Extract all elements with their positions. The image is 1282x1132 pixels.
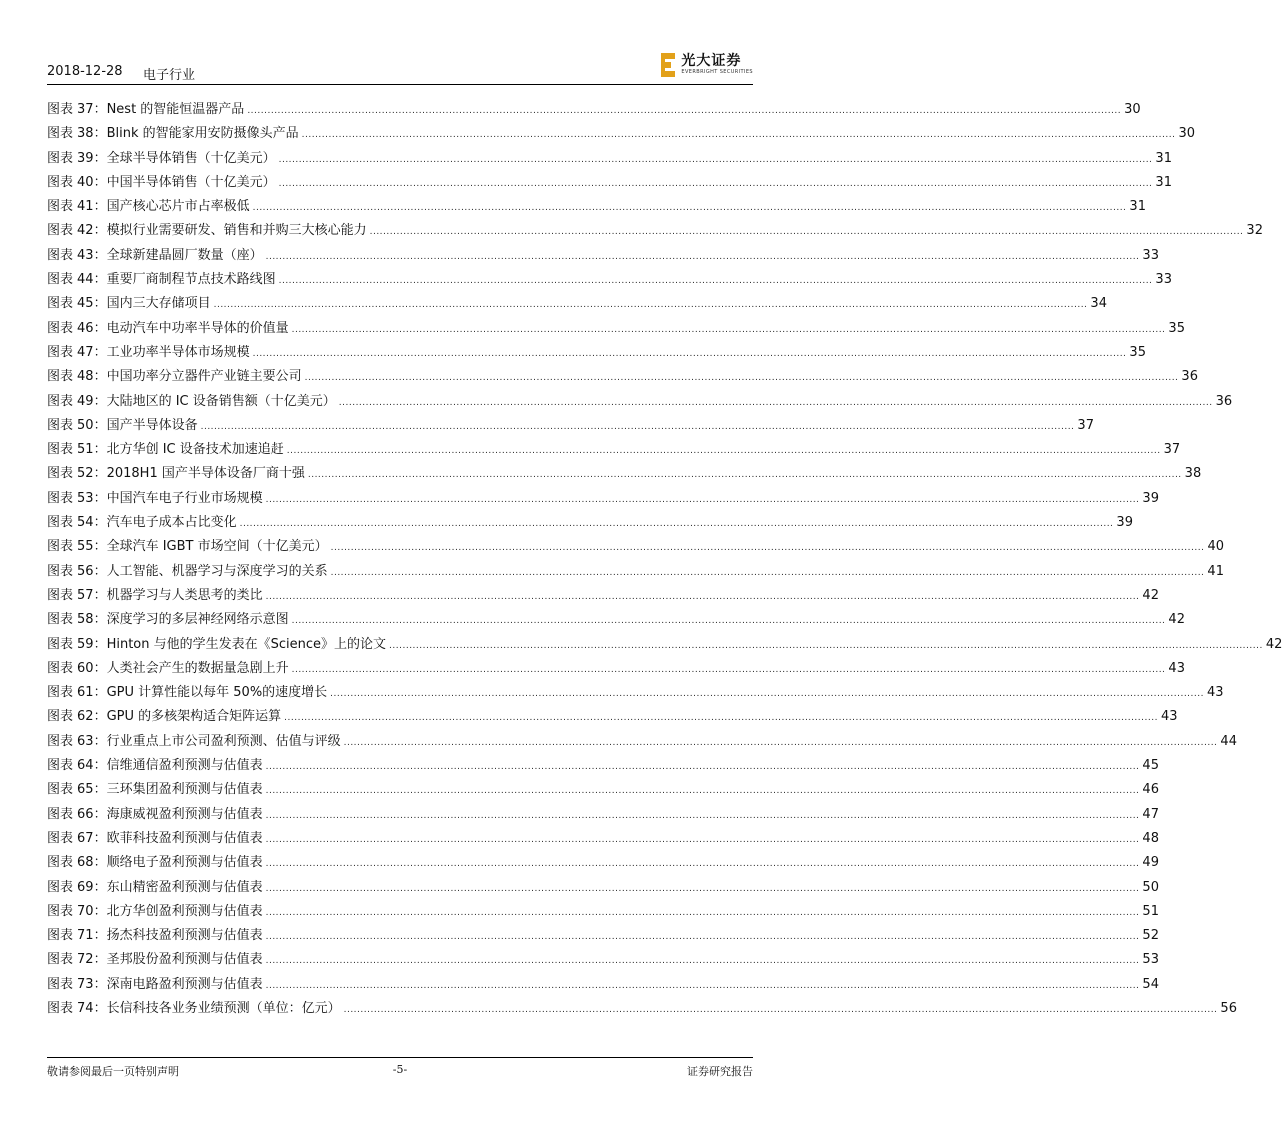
toc-entry-title: 2018H1 国产半导体设备厂商十强 — [106, 466, 305, 482]
toc-entry-number: 56 — [77, 563, 94, 579]
toc-entry-number: 66 — [77, 806, 94, 822]
toc-entry-page: 43 — [1160, 709, 1178, 725]
toc-entry-title: 全球新建晶圆厂数量（座） — [106, 247, 263, 263]
toc-entry[interactable] — [47, 462, 1202, 486]
toc-entry-number: 55 — [77, 539, 94, 555]
toc-entry-number: 61 — [77, 685, 94, 701]
toc-entry[interactable] — [47, 997, 1237, 1021]
toc-entry-label: 图表 — [47, 1000, 74, 1016]
brand-logo-icon — [661, 53, 677, 77]
toc-entry-separator: ： — [93, 199, 107, 215]
toc-entry-number: 57 — [77, 587, 94, 603]
toc-entry-separator: ： — [93, 636, 107, 652]
toc-entry-separator: ： — [93, 296, 107, 312]
toc-entry[interactable] — [47, 122, 1195, 146]
toc-entry-number: 42 — [77, 223, 94, 239]
toc-entry-page: 42 — [1168, 612, 1185, 628]
toc-entry-separator: ： — [93, 466, 107, 482]
toc-entry-label: 图表 — [47, 442, 74, 458]
toc-entry-number: 59 — [77, 636, 94, 652]
toc-leader-dots: .................................................................................................................................................................................................................................................................... — [265, 251, 1140, 262]
toc-entry[interactable] — [47, 560, 1224, 584]
toc-entry-page: 39 — [1142, 490, 1159, 506]
toc-leader-dots: .................................................................................................................................................................................................................................................................... — [369, 227, 1244, 238]
toc-entry-label: 图表 — [47, 612, 74, 628]
toc-entry-separator: ： — [93, 272, 107, 288]
toc-entry-title: 机器学习与人类思考的类比 — [106, 587, 263, 603]
toc-leader-dots: .................................................................................................................................................................................................................................................................... — [278, 178, 1153, 189]
toc-entry-title: 中国汽车电子行业市场规模 — [106, 490, 263, 506]
toc-entry-title: 北方华创盈利预测与估值表 — [106, 903, 263, 919]
toc-entry-label: 图表 — [47, 223, 74, 239]
toc-entry[interactable] — [47, 535, 1224, 559]
toc-entry-number: 37 — [77, 102, 94, 117]
toc-entry-number: 41 — [77, 199, 94, 215]
toc-entry-title: 北方华创 IC 设备技术加速追赶 — [106, 442, 284, 458]
toc-leader-dots: .................................................................................................................................................................................................................................................................... — [252, 203, 1127, 214]
toc-entry[interactable] — [47, 730, 1237, 754]
toc-entry[interactable] — [47, 876, 1159, 900]
toc-entry-label: 图表 — [47, 855, 74, 871]
toc-entry-number: 50 — [77, 417, 94, 433]
toc-entry-separator: ： — [93, 782, 107, 798]
toc-entry-page: 43 — [1207, 685, 1224, 701]
toc-entry-page: 54 — [1142, 976, 1159, 992]
toc-leader-dots: .................................................................................................................................................................................................................................................................... — [301, 130, 1176, 141]
toc-entry-number: 53 — [77, 490, 94, 506]
toc-entry[interactable] — [47, 608, 1185, 632]
toc-entry-title: 深南电路盈利预测与估值表 — [106, 976, 263, 992]
toc-leader-dots: .................................................................................................................................................................................................................................................................... — [247, 106, 1122, 116]
toc-entry[interactable] — [47, 584, 1159, 608]
toc-entry-label: 图表 — [47, 903, 74, 919]
toc-entry[interactable] — [47, 268, 1172, 292]
toc-entry[interactable] — [47, 900, 1159, 924]
toc-entry-page: 34 — [1090, 296, 1107, 312]
toc-entry-page: 42 — [1142, 587, 1159, 603]
toc-entry-number: 73 — [77, 976, 94, 992]
page-header — [47, 48, 753, 84]
toc-entry-page: 37 — [1077, 417, 1094, 433]
toc-leader-dots: .................................................................................................................................................................................................................................................................... — [278, 276, 1153, 287]
toc-entry-page: 52 — [1142, 928, 1159, 944]
toc-leader-dots: .................................................................................................................................................................................................................................................................... — [265, 591, 1140, 602]
toc-entry-page: 36 — [1181, 369, 1198, 385]
toc-entry-title: 人类社会产生的数据量急剧上升 — [106, 660, 289, 676]
toc-entry[interactable] — [47, 851, 1159, 875]
toc-leader-dots: .................................................................................................................................................................................................................................................................... — [343, 737, 1218, 748]
toc-entry-title: 电动汽车中功率半导体的价值量 — [106, 320, 289, 336]
toc-leader-dots: .................................................................................................................................................................................................................................................................... — [278, 154, 1153, 165]
toc-entry-title: 国内三大存储项目 — [106, 296, 211, 312]
toc-leader-dots: .................................................................................................................................................................................................................................................................... — [265, 834, 1140, 845]
toc-leader-dots: .................................................................................................................................................................................................................................................................... — [200, 421, 1075, 432]
header-section: 电子行业 — [143, 68, 196, 83]
toc-entry-number: 43 — [77, 247, 94, 263]
toc-leader-dots: .................................................................................................................................................................................................................................................................... — [338, 397, 1213, 408]
toc-entry-label: 图表 — [47, 806, 74, 822]
toc-entry[interactable] — [47, 778, 1159, 802]
toc-entry-number: 64 — [77, 758, 94, 774]
toc-leader-dots: .................................................................................................................................................................................................................................................................... — [330, 567, 1205, 578]
toc-entry-separator: ： — [93, 612, 107, 628]
toc-entry[interactable] — [47, 244, 1159, 268]
toc-entry-separator: ： — [93, 709, 107, 725]
footer-report-type: 证券研究报告 — [687, 1065, 753, 1078]
toc-entry-label: 图表 — [47, 563, 74, 579]
toc-entry[interactable] — [47, 827, 1159, 851]
toc-entry-page: 45 — [1142, 758, 1159, 774]
toc-entry-page: 53 — [1142, 952, 1159, 968]
toc-leader-dots: .................................................................................................................................................................................................................................................................... — [265, 907, 1140, 918]
toc-entry-separator: ： — [93, 223, 107, 239]
toc-entry-number: 65 — [77, 782, 94, 798]
toc-entry-number: 49 — [77, 393, 94, 409]
toc-entry-label: 图表 — [47, 272, 74, 288]
toc-entry-label: 图表 — [47, 150, 74, 166]
toc-entry-label: 图表 — [47, 733, 74, 749]
toc-entry-label: 图表 — [47, 587, 74, 603]
toc-entry[interactable] — [47, 633, 1282, 657]
toc-entry-separator: ： — [93, 903, 107, 919]
toc-entry-separator: ： — [93, 587, 107, 603]
toc-entry-separator: ： — [93, 442, 107, 458]
toc-leader-dots: .................................................................................................................................................................................................................................................................... — [239, 519, 1114, 530]
logo-name-en: EVERBRIGHT SECURITIES — [681, 69, 753, 75]
toc-entry[interactable] — [47, 803, 1159, 827]
toc-entry-page: 32 — [1246, 223, 1263, 239]
toc-entry-label: 图表 — [47, 636, 74, 652]
toc-entry-separator: ： — [93, 515, 107, 531]
toc-entry[interactable] — [47, 317, 1185, 341]
toc-entry[interactable] — [47, 365, 1198, 389]
toc-entry-title: 人工智能、机器学习与深度学习的关系 — [106, 563, 328, 579]
header-date: 2018-12-28 — [47, 64, 123, 79]
toc-entry[interactable] — [47, 219, 1263, 243]
toc-entry[interactable] — [47, 195, 1146, 219]
toc-entry-title: 东山精密盈利预测与估值表 — [106, 879, 263, 895]
toc-entry-separator: ： — [93, 830, 107, 846]
toc-leader-dots: .................................................................................................................................................................................................................................................................... — [291, 664, 1166, 675]
toc-entry-page: 33 — [1155, 272, 1172, 288]
toc-entry-separator: ： — [93, 174, 107, 190]
toc-entry-title: 全球汽车 IGBT 市场空间（十亿美元） — [106, 539, 328, 555]
toc-leader-dots: .................................................................................................................................................................................................................................................................... — [265, 810, 1140, 821]
toc-entry[interactable] — [47, 657, 1185, 681]
toc-entry-separator: ： — [93, 976, 107, 992]
toc-entry-label: 图表 — [47, 709, 74, 725]
toc-entry-label: 图表 — [47, 490, 74, 506]
toc-entry[interactable] — [47, 390, 1233, 414]
toc-entry-title: 长信科技各业务业绩预测（单位：亿元） — [106, 1000, 341, 1016]
toc-entry-number: 38 — [77, 126, 94, 142]
toc-entry-page: 35 — [1129, 344, 1146, 360]
toc-entry-number: 60 — [77, 660, 94, 676]
toc-entry-separator: ： — [93, 369, 107, 385]
toc-entry-page: 35 — [1168, 320, 1185, 336]
toc-entry-title: 全球半导体销售（十亿美元） — [106, 150, 276, 166]
toc-entry-page: 36 — [1215, 393, 1233, 409]
toc-entry-page: 31 — [1155, 174, 1172, 190]
footer-divider — [47, 1057, 753, 1058]
toc-entry-title: 海康威视盈利预测与估值表 — [106, 806, 263, 822]
toc-entry-title: 重要厂商制程节点技术路线图 — [106, 272, 276, 288]
toc-leader-dots: .................................................................................................................................................................................................................................................................... — [265, 786, 1140, 797]
page-number: -5- — [392, 1063, 408, 1076]
toc-entry-title: 三环集团盈利预测与估值表 — [106, 782, 263, 798]
toc-entry-title: 模拟行业需要研发、销售和并购三大核心能力 — [106, 223, 367, 239]
toc-entry-page: 39 — [1116, 515, 1133, 531]
toc-leader-dots: .................................................................................................................................................................................................................................................................... — [265, 956, 1140, 967]
toc-entry-label: 图表 — [47, 102, 74, 117]
toc-entry-title: 欧菲科技盈利预测与估值表 — [106, 830, 263, 846]
toc-entry-number: 44 — [77, 272, 94, 288]
toc-entry-title: GPU 的多核架构适合矩阵运算 — [106, 709, 282, 725]
toc-entry-number: 52 — [77, 466, 94, 482]
toc-entry-number: 48 — [77, 369, 94, 385]
toc-entry[interactable] — [47, 681, 1224, 705]
toc-entry-page: 51 — [1142, 903, 1159, 919]
brand-logo — [661, 52, 753, 78]
toc-leader-dots: .................................................................................................................................................................................................................................................................... — [286, 446, 1161, 457]
toc-entry-title: 顺络电子盈利预测与估值表 — [106, 855, 263, 871]
toc-entry-label: 图表 — [47, 126, 74, 142]
toc-leader-dots: .................................................................................................................................................................................................................................................................... — [330, 689, 1204, 700]
toc-entry-label: 图表 — [47, 344, 74, 360]
toc-entry-title: 行业重点上市公司盈利预测、估值与评级 — [106, 733, 341, 749]
toc-entry-page: 37 — [1163, 442, 1181, 458]
toc-leader-dots: .................................................................................................................................................................................................................................................................... — [343, 1004, 1218, 1015]
toc-entry-separator: ： — [93, 150, 107, 166]
toc-entry-label: 图表 — [47, 928, 74, 944]
toc-entry-title: 扬杰科技盈利预测与估值表 — [106, 928, 263, 944]
toc-leader-dots: .................................................................................................................................................................................................................................................................... — [291, 324, 1166, 335]
toc-entry-number: 45 — [77, 296, 94, 312]
toc-entry[interactable] — [47, 973, 1159, 997]
toc-entry-number: 69 — [77, 879, 94, 895]
toc-entry-separator: ： — [93, 855, 107, 871]
toc-entry-label: 图表 — [47, 539, 74, 555]
toc-entry-separator: ： — [93, 660, 107, 676]
toc-entry-label: 图表 — [47, 515, 74, 531]
toc-entry-page: 42 — [1265, 636, 1282, 652]
toc-entry[interactable] — [47, 511, 1133, 535]
toc-entry-separator: ： — [93, 758, 107, 774]
toc-entry-number: 54 — [77, 515, 94, 531]
toc-entry[interactable] — [47, 292, 1107, 316]
toc-entry-title: 大陆地区的 IC 设备销售额（十亿美元） — [106, 393, 336, 409]
toc-entry-label: 图表 — [47, 976, 74, 992]
toc-entry-page: 31 — [1129, 199, 1146, 215]
toc-entry-number: 68 — [77, 855, 94, 871]
toc-entry[interactable] — [47, 414, 1094, 438]
toc-entry-page: 40 — [1207, 539, 1224, 555]
toc-entry[interactable] — [47, 341, 1146, 365]
toc-entry-number: 62 — [77, 709, 94, 725]
toc-entry-label: 图表 — [47, 879, 74, 895]
toc-leader-dots: .................................................................................................................................................................................................................................................................... — [307, 470, 1182, 481]
toc-entry-page: 30 — [1178, 126, 1195, 142]
toc-entry-separator: ： — [93, 126, 107, 142]
toc-entry[interactable] — [47, 924, 1159, 948]
toc-entry-page: 38 — [1184, 466, 1202, 482]
toc-entry-number: 40 — [77, 174, 94, 190]
toc-leader-dots: .................................................................................................................................................................................................................................................................... — [284, 713, 1158, 724]
toc-entry-label: 图表 — [47, 320, 74, 336]
toc-entry-separator: ： — [93, 928, 107, 944]
toc-leader-dots: .................................................................................................................................................................................................................................................................... — [304, 373, 1179, 384]
toc-leader-dots: .................................................................................................................................................................................................................................................................... — [389, 640, 1263, 651]
toc-entry-page: 50 — [1142, 879, 1159, 895]
toc-entry-page: 46 — [1142, 782, 1159, 798]
toc-entry-label: 图表 — [47, 393, 74, 409]
toc-leader-dots: .................................................................................................................................................................................................................................................................... — [213, 300, 1088, 311]
toc-leader-dots: .................................................................................................................................................................................................................................................................... — [265, 883, 1140, 894]
toc-entry-separator: ： — [93, 685, 107, 701]
toc-entry-page: 56 — [1220, 1000, 1237, 1016]
toc-leader-dots: .................................................................................................................................................................................................................................................................... — [330, 543, 1205, 554]
toc-entry-number: 72 — [77, 952, 94, 968]
toc-entry-label: 图表 — [47, 296, 74, 312]
toc-entry-separator: ： — [93, 393, 107, 409]
toc-entry[interactable] — [47, 171, 1172, 195]
toc-entry[interactable] — [47, 147, 1172, 171]
toc-entry-label: 图表 — [47, 199, 74, 215]
toc-entry-title: 中国功率分立器件产业链主要公司 — [106, 369, 302, 385]
toc-entry-separator: ： — [93, 344, 107, 360]
toc-entry[interactable] — [47, 754, 1159, 778]
toc-entry-label: 图表 — [47, 369, 74, 385]
toc-entry-separator: ： — [93, 952, 107, 968]
toc-entry-label: 图表 — [47, 758, 74, 774]
toc-entry-separator: ： — [93, 539, 107, 555]
toc-entry-separator: ： — [93, 1000, 107, 1016]
page-footer — [47, 1063, 753, 1079]
toc-entry-number: 70 — [77, 903, 94, 919]
toc-entry-number: 71 — [77, 928, 94, 944]
toc-entry-number: 74 — [77, 1000, 94, 1016]
toc-entry-title: 国产半导体设备 — [106, 417, 198, 433]
toc-entry-label: 图表 — [47, 466, 74, 482]
toc-entry-label: 图表 — [47, 830, 74, 846]
toc-entry-separator: ： — [93, 563, 107, 579]
toc-entry-number: 63 — [77, 733, 94, 749]
toc-entry-page: 41 — [1207, 563, 1224, 579]
toc-entry-separator: ： — [93, 806, 107, 822]
logo-name-cn: 光大证券 — [681, 53, 742, 69]
toc-entry-separator: ： — [93, 733, 107, 749]
toc-entry-page: 31 — [1155, 150, 1172, 166]
toc-entry-title: 中国半导体销售（十亿美元） — [106, 174, 276, 190]
toc-entry-separator: ： — [93, 417, 107, 433]
toc-leader-dots: .................................................................................................................................................................................................................................................................... — [252, 348, 1127, 359]
toc-entry-label: 图表 — [47, 174, 74, 190]
toc-entry-number: 47 — [77, 344, 94, 360]
toc-entry-number: 39 — [77, 150, 94, 166]
toc-entry-title: Hinton 与他的学生发表在《Science》上的论文 — [106, 636, 387, 652]
toc-leader-dots: .................................................................................................................................................................................................................................................................... — [265, 762, 1140, 773]
toc-entry-page: 48 — [1142, 830, 1159, 846]
toc-leader-dots: .................................................................................................................................................................................................................................................................... — [265, 980, 1140, 991]
toc-entry[interactable] — [47, 98, 1141, 122]
toc-entry-separator: ： — [93, 490, 107, 506]
toc-entry-title: Blink 的智能家用安防摄像头产品 — [106, 126, 299, 142]
toc-entry-title: 汽车电子成本占比变化 — [106, 515, 237, 531]
toc-entry-title: 深度学习的多层神经网络示意图 — [106, 612, 289, 628]
toc-entry-page: 33 — [1142, 247, 1159, 263]
header-divider — [47, 84, 753, 85]
toc-entry-title: 信维通信盈利预测与估值表 — [106, 758, 263, 774]
toc-leader-dots: .................................................................................................................................................................................................................................................................... — [291, 616, 1166, 627]
toc-entry-label: 图表 — [47, 660, 74, 676]
toc-entry-title: GPU 计算性能以每年 50%的速度增长 — [106, 685, 328, 701]
toc-entry-number: 67 — [77, 830, 94, 846]
toc-entry-label: 图表 — [47, 417, 74, 433]
toc-entry-page: 47 — [1142, 806, 1159, 822]
toc-entry-label: 图表 — [47, 952, 74, 968]
toc-entry-title: Nest 的智能恒温器产品 — [106, 102, 245, 117]
toc-entry-label: 图表 — [47, 685, 74, 701]
figure-index-list — [47, 98, 1282, 1021]
toc-entry[interactable] — [47, 487, 1159, 511]
toc-entry-page: 43 — [1168, 660, 1185, 676]
toc-entry-separator: ： — [93, 879, 107, 895]
footer-disclaimer: 敬请参阅最后一页特别声明 — [47, 1065, 179, 1078]
toc-leader-dots: .................................................................................................................................................................................................................................................................... — [265, 932, 1140, 943]
toc-entry-page: 49 — [1142, 855, 1159, 871]
toc-entry-number: 51 — [77, 442, 94, 458]
toc-entry[interactable] — [47, 705, 1178, 729]
toc-entry-number: 58 — [77, 612, 94, 628]
toc-entry[interactable] — [47, 948, 1159, 972]
toc-entry-separator: ： — [93, 247, 107, 263]
toc-entry-title: 工业功率半导体市场规模 — [106, 344, 250, 360]
toc-entry-number: 46 — [77, 320, 94, 336]
toc-entry-page: 44 — [1220, 733, 1237, 749]
toc-entry-label: 图表 — [47, 782, 74, 798]
toc-leader-dots: .................................................................................................................................................................................................................................................................... — [265, 494, 1140, 505]
toc-leader-dots: .................................................................................................................................................................................................................................................................... — [265, 859, 1140, 870]
toc-entry-page: 30 — [1124, 102, 1141, 117]
toc-entry-title: 国产核心芯片市占率极低 — [106, 199, 250, 215]
toc-entry-label: 图表 — [47, 247, 74, 263]
toc-entry-separator: ： — [93, 320, 107, 336]
toc-entry-separator: ： — [93, 102, 107, 117]
toc-entry-title: 圣邦股份盈利预测与估值表 — [106, 952, 263, 968]
toc-entry[interactable] — [47, 438, 1181, 462]
